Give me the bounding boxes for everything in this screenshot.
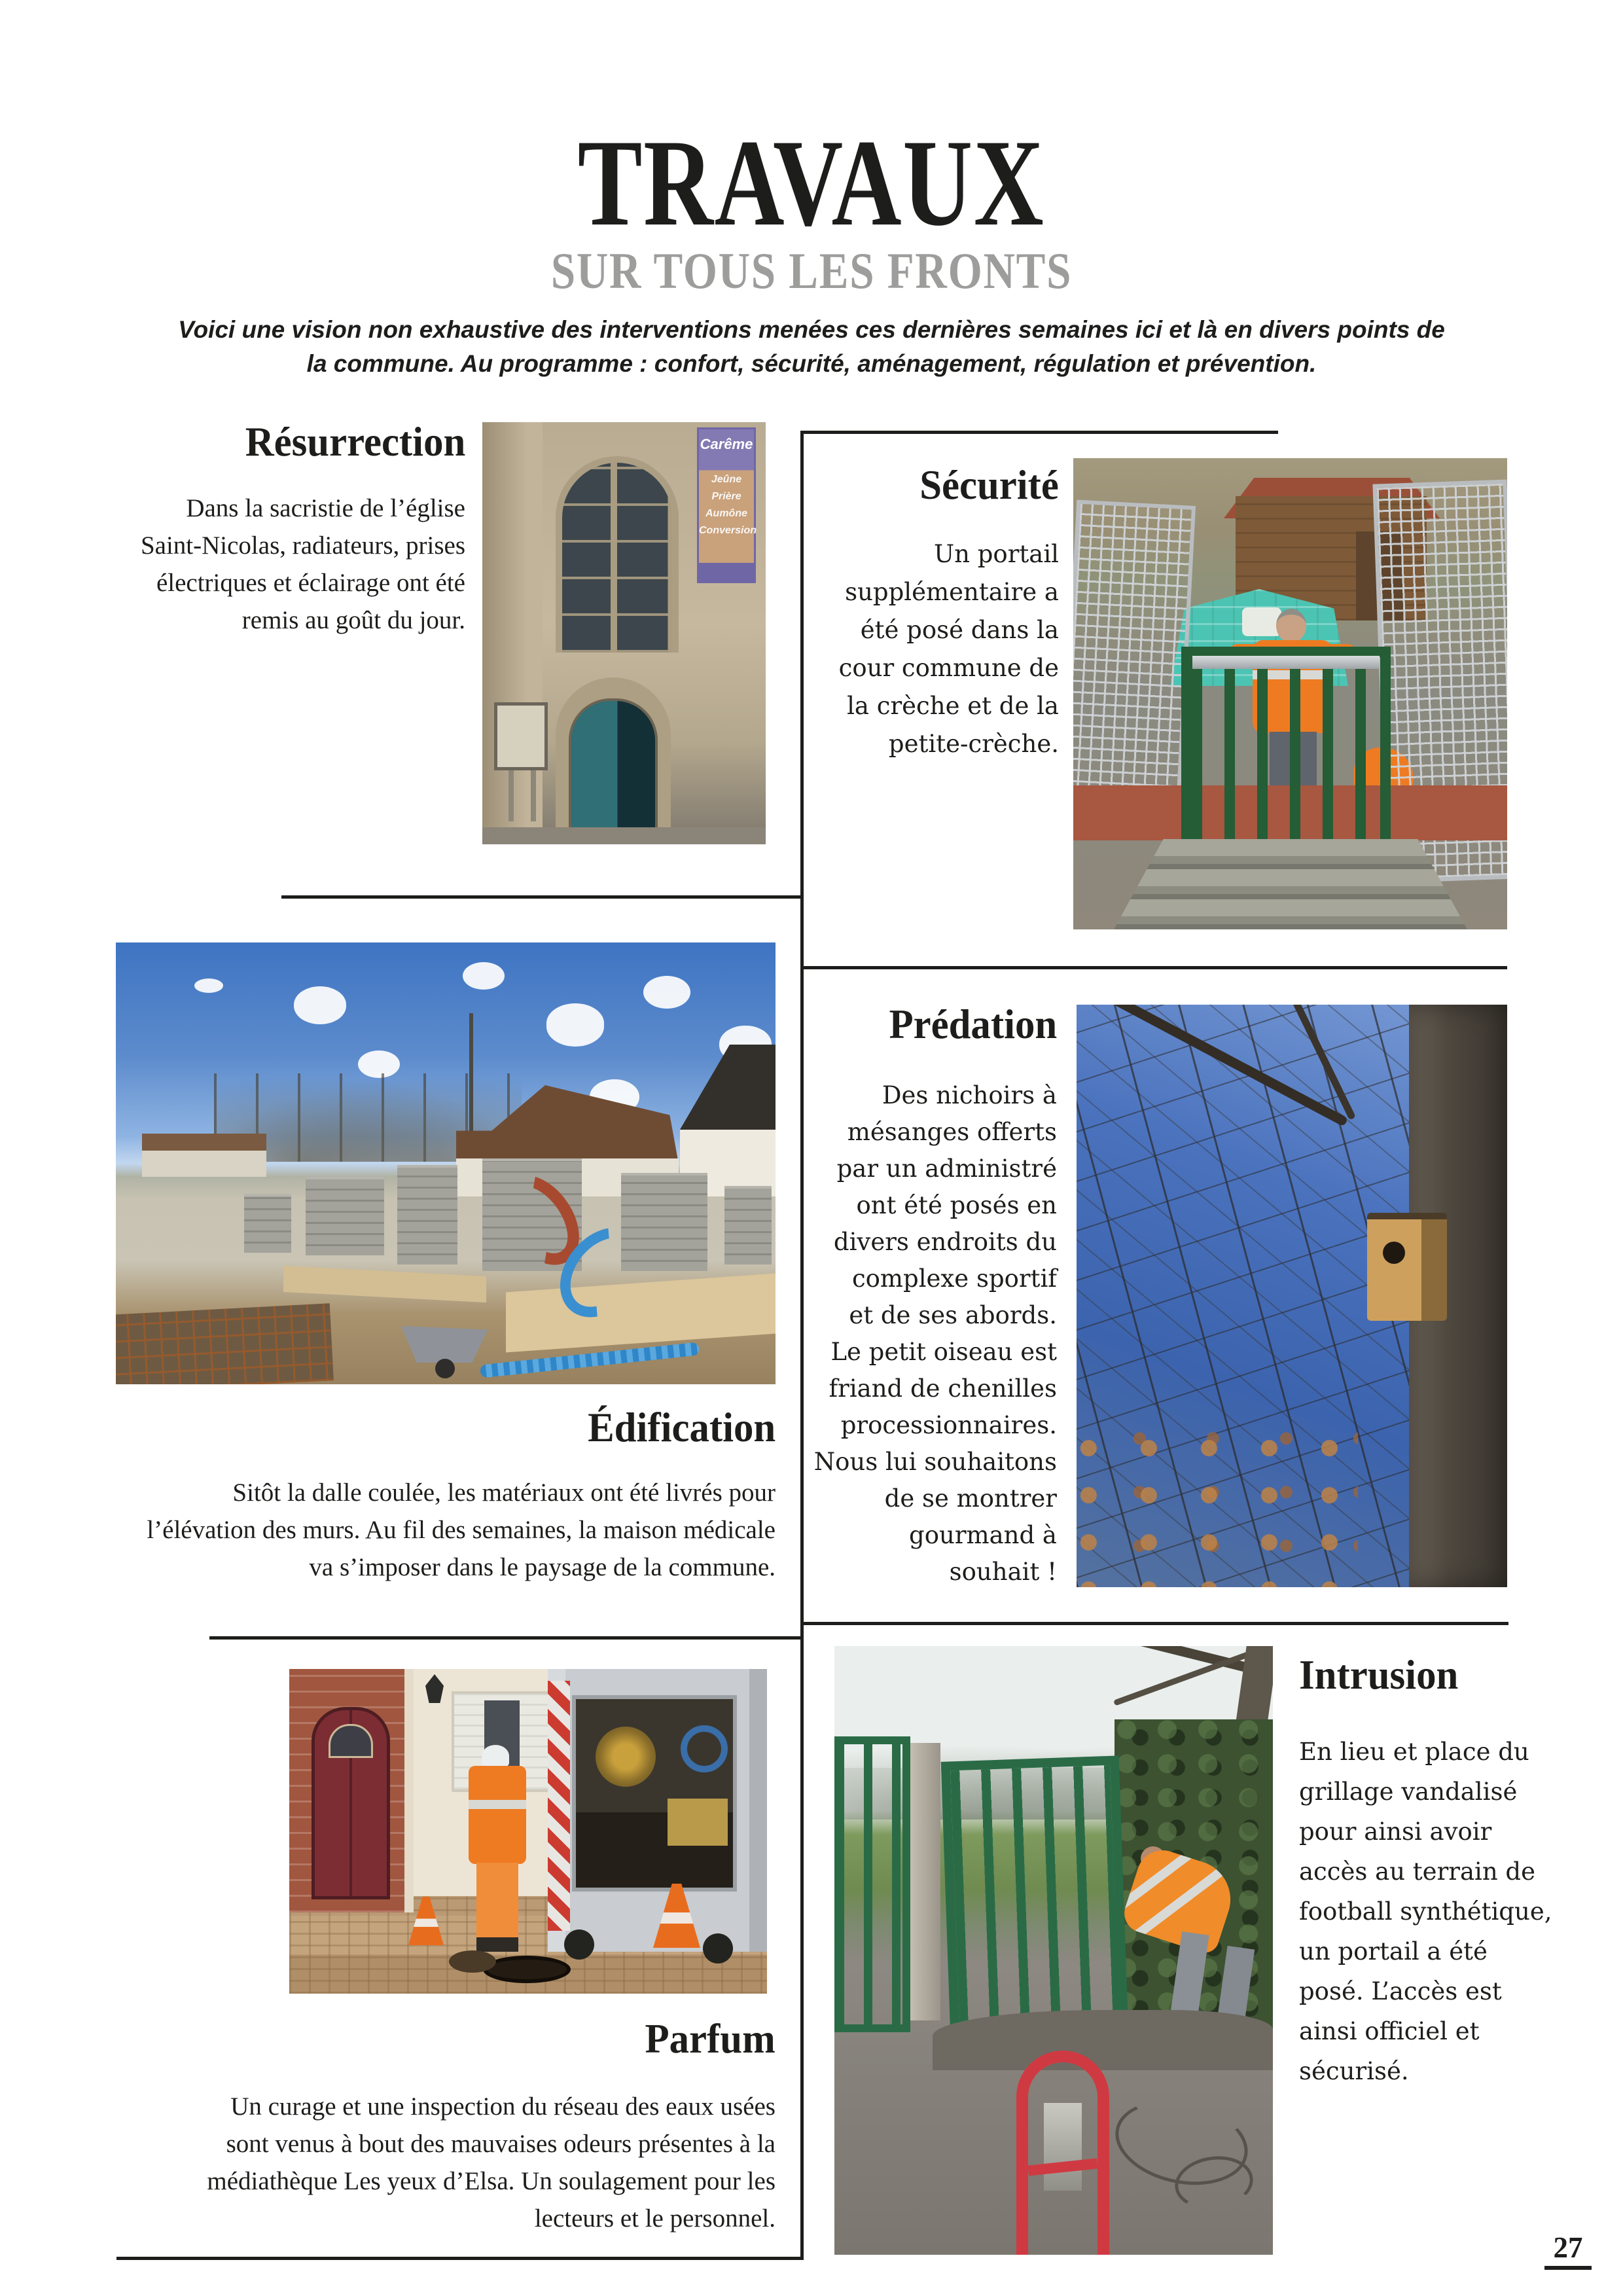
church-teal-door-shape bbox=[569, 698, 658, 844]
photo-construction-site bbox=[116, 942, 776, 1384]
block-pallet-shape bbox=[724, 1186, 772, 1265]
page-subtitle bbox=[0, 242, 1623, 299]
slab-formwork-shape bbox=[283, 1266, 486, 1302]
page-number: 27 bbox=[1544, 2231, 1592, 2270]
photo-creche-gate bbox=[1073, 458, 1507, 929]
banner-title: Carême bbox=[700, 436, 753, 452]
section-body-predation: Des nichoirs à mésanges offerts par un administré ont été posés en divers endroits du complexe sportif et de ses abords. Le petit oiseau est friand de chenilles processionnaires. Nous lui souhaitons de se montrer gourmand à souhait ! bbox=[813, 1081, 1057, 1586]
section-heading-edification: Édification bbox=[587, 1404, 776, 1450]
page-title bbox=[0, 115, 1623, 252]
divider-below-parfum bbox=[116, 2257, 804, 2260]
photo-sewer-cleaning bbox=[289, 1669, 767, 1994]
photo-football-gate bbox=[834, 1646, 1273, 2255]
intro-line-2: la commune. Au programme : confort, sécurité, aménagement, régulation et prévention. bbox=[306, 350, 1317, 377]
banner-word-jeune: Jeûne bbox=[711, 474, 742, 485]
column-divider-rule bbox=[800, 431, 804, 2260]
birdhouse-shape bbox=[1367, 1213, 1447, 1321]
van-wheels-shape bbox=[564, 1929, 594, 1960]
hose-reel-shape bbox=[596, 1727, 656, 1787]
coiled-hose-shape bbox=[681, 1725, 728, 1772]
church-gothic-window-shape bbox=[556, 456, 679, 653]
page-title-text: TRAVAUX bbox=[578, 115, 1045, 252]
birdhouse-hole-shape bbox=[1383, 1242, 1405, 1264]
worker-head-shape bbox=[1276, 609, 1306, 643]
section-body-edification: Sitôt la dalle coulée, les matériaux ont été livrés pour l’élévation des murs. Au fil des semaines, la maison médicale va s’imposer dans le paysage de la commune. bbox=[147, 1479, 776, 1581]
section-body-resurrection: Dans la sacristie de l’église Saint-Nicolas, radiateurs, prises électriques et éclairage ont été remis au goût du jour. bbox=[140, 494, 465, 634]
door-window-shape bbox=[329, 1724, 373, 1758]
divider-below-resurrection bbox=[281, 895, 804, 899]
banner-word-priere: Prière bbox=[711, 491, 741, 502]
dirt-patch-shape bbox=[933, 2010, 1273, 2070]
block-pallet-shape bbox=[306, 1177, 384, 1255]
photo-birdhouse-tree bbox=[1077, 1005, 1507, 1587]
rebar-mesh-shape bbox=[116, 1303, 334, 1384]
manhole-lid-shape bbox=[449, 1950, 496, 1973]
banner-word-aumone: Aumône bbox=[705, 508, 747, 519]
section-body-parfum: Un curage et une inspection du réseau des eaux usées sont venus à bout des mauvaises odeurs présentes à la médiathèque Les yeux d’Elsa. Un soulagement pour les lecteurs et le personnel. bbox=[207, 2092, 776, 2233]
worker-boots-shape bbox=[476, 1937, 518, 1952]
section-body-intrusion: En lieu et place du grillage vandalisé pour ainsi avoir accès au terrain de football synthétique, un portail a été posé. L’accès est ainsi officiel et sécurisé. bbox=[1299, 1738, 1552, 2085]
worker-helmet-shape bbox=[482, 1745, 509, 1767]
divider-above-securite bbox=[800, 431, 1278, 434]
church-lent-banner bbox=[697, 427, 756, 583]
concrete-post-shape bbox=[910, 1743, 940, 2020]
divider-below-edification bbox=[209, 1636, 804, 1640]
intro-paragraph bbox=[92, 313, 1531, 381]
stone-steps-shape bbox=[1114, 839, 1467, 929]
photo-church-sacristy bbox=[482, 422, 766, 844]
divider-above-predation bbox=[800, 966, 1507, 969]
section-heading-parfum: Parfum bbox=[645, 2015, 776, 2062]
handtruck-plate-shape bbox=[1044, 2103, 1082, 2191]
banner-word-conversion: Conversion bbox=[699, 525, 757, 536]
section-heading-securite: Sécurité bbox=[919, 461, 1059, 508]
page-subtitle-text: SUR TOUS LES FRONTS bbox=[550, 242, 1073, 299]
open-manhole-shape bbox=[483, 1956, 571, 1983]
van-interior-shape bbox=[572, 1695, 737, 1892]
houses-left-shape bbox=[142, 1134, 266, 1177]
tree-branch-shape bbox=[1046, 1646, 1273, 1681]
church-pavement-shape bbox=[482, 827, 766, 844]
slab-formwork-shape bbox=[506, 1274, 776, 1353]
section-heading-predation: Prédation bbox=[889, 1001, 1057, 1047]
worker-trousers-shape bbox=[476, 1863, 518, 1940]
wheelbarrow-wheel-shape bbox=[435, 1359, 455, 1378]
wall-lantern-shape bbox=[425, 1674, 444, 1703]
green-gate-main-shape bbox=[941, 1755, 1129, 2039]
intro-line-1: Voici une vision non exhaustive des interventions menées ces dernières semaines ici et là en divers points de bbox=[178, 316, 1445, 343]
church-notice-board-shape bbox=[494, 702, 548, 770]
gate-level-tool-shape bbox=[1192, 656, 1380, 669]
van-chevron-stripes-shape bbox=[548, 1681, 570, 1931]
playhouse-window-shape bbox=[1242, 607, 1281, 636]
clouds-shape bbox=[194, 978, 223, 993]
divider-above-intrusion bbox=[800, 1622, 1508, 1625]
section-heading-resurrection: Résurrection bbox=[245, 418, 465, 465]
section-heading-intrusion: Intrusion bbox=[1299, 1651, 1459, 1698]
block-pallet-shape bbox=[397, 1165, 457, 1265]
block-pallet-shape bbox=[244, 1194, 291, 1253]
section-body-securite: Un portail supplémentaire a été posé dans la cour commune de la crèche et de la petite-crèche. bbox=[838, 540, 1059, 758]
dry-leaves-shape bbox=[1077, 1410, 1358, 1587]
equipment-crate-shape bbox=[668, 1799, 728, 1846]
worker-hivis-jacket-shape bbox=[469, 1766, 526, 1864]
wheelbarrow-shape bbox=[401, 1326, 488, 1363]
church-notice-board-legs-shape bbox=[508, 770, 514, 821]
green-gate-panel-shape bbox=[834, 1736, 910, 2032]
